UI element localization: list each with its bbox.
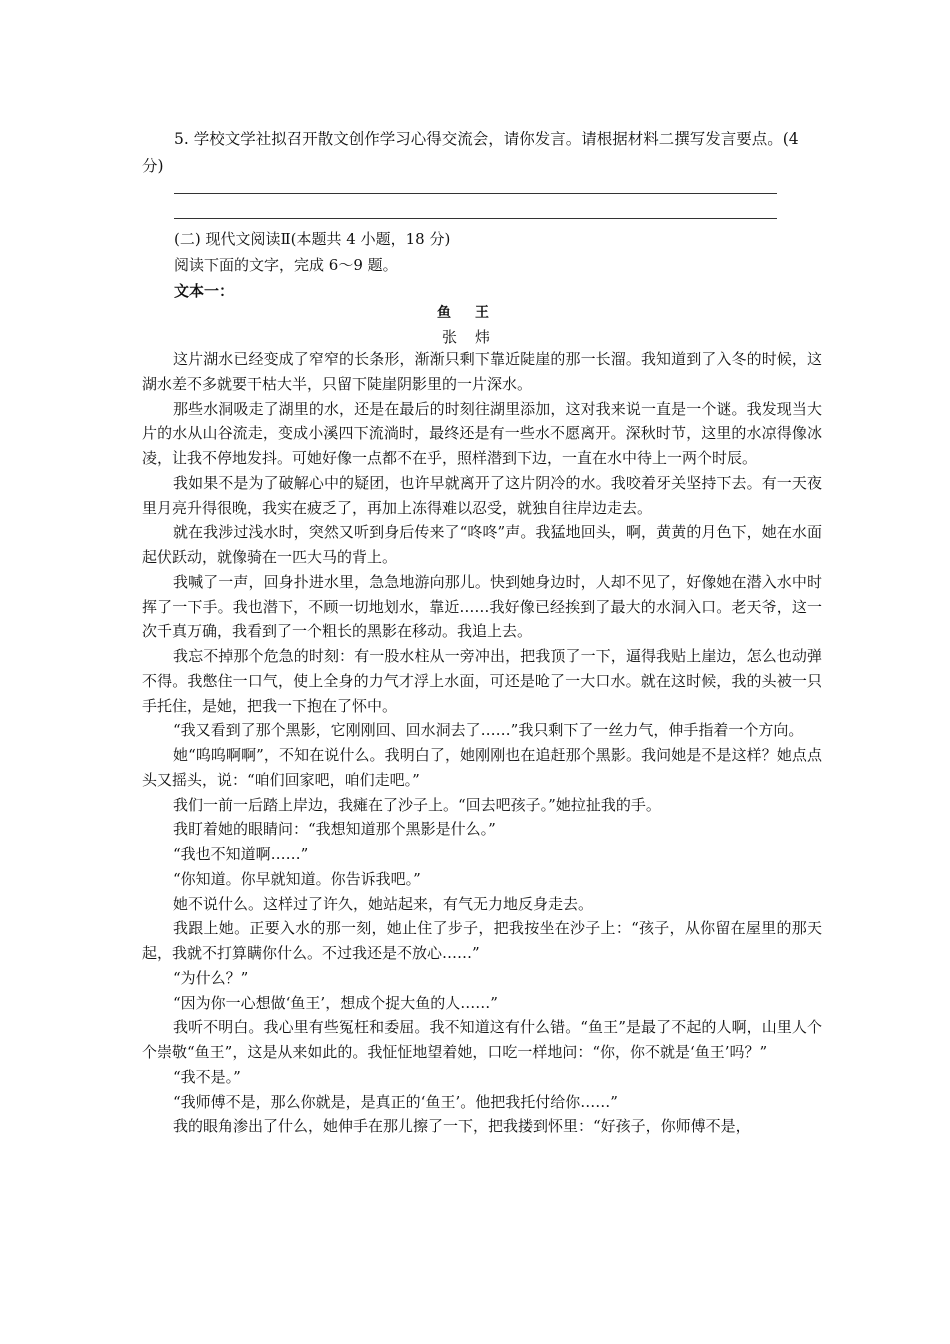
paragraph: 我跟上她。正要入水的那一刻，她止住了步子，把我按坐在沙子上：“孩子，从你留在屋里的那天起，我就不打算瞒你什么。不过我还是不放心……”	[142, 919, 822, 962]
paragraph: 我如果不是为了破解心中的疑团，也许早就离开了这片阴冷的水。我咬着牙关坚持下去。有一天夜里月亮升得很晚，我实在疲乏了，再加上冻得难以忍受，就独自往岸边走去。	[142, 473, 822, 517]
paragraph: “因为你一心想做‘鱼王’，想成个捉大鱼的人……”	[173, 993, 498, 1012]
paragraph: “我又看到了那个黑影，它刚刚回、回水洞去了……”我只剩下了一丝力气，伸手指着一个方向。	[173, 721, 804, 740]
paragraph: 我的眼角渗出了什么，她伸手在那儿擦了一下，把我搂到怀里：“好孩子，你师傅不是，	[173, 1117, 751, 1136]
paragraph: “为什么？”	[173, 968, 249, 987]
paragraph: 我听不明白。我心里有些冤枉和委屈。我不知道这有什么错。“鱼王”是最了不起的人啊，山里人个个崇敬“鱼王”，这是从来如此的。我怔怔地望着她，口吃一样地问：“你，你不就是‘鱼王’吗？”	[142, 1018, 822, 1061]
story-author: 张炜	[441, 328, 508, 346]
paragraph: “我不是。”	[173, 1067, 241, 1086]
question-5: 5. 学校文学社拟召开散文创作学习心得交流会，请你发言。请根据材料二撰写发言要点。(4 分)	[142, 130, 799, 175]
paragraph: 我们一前一后踏上岸边，我瘫在了沙子上。“回去吧孩子。”她拉扯我的手。	[173, 795, 661, 814]
paragraph: 我盯着她的眼睛问：“我想知道那个黑影是什么。”	[173, 820, 496, 839]
story-title: 鱼王	[437, 305, 513, 321]
reading-instruction: 阅读下面的文字，完成 6～9 题。	[174, 256, 398, 274]
paragraph: 这片湖水已经变成了窄窄的长条形，渐渐只剩下靠近陡崖的那一长溜。我知道到了入冬的时候，这湖水差不多就要干枯大半，只留下陡崖阴影里的一片深水。	[142, 350, 822, 393]
answer-line[interactable]	[174, 218, 777, 219]
paragraph: 她不说什么。这样过了许久，她站起来，有气无力地反身走去。	[173, 894, 594, 913]
paragraph: 那些水洞吸走了湖里的水，还是在最后的时刻往湖里添加，这对我来说一直是一个谜。我发现当大片的水从山谷流走，变成小溪四下流淌时，最终还是有一些水不愿离开。深秋时节，这里的水凉得像冰凌，让我不停地发抖。可她好像一点都不在乎，照样潜到下边，一直在水中待上一两个时辰。	[142, 399, 822, 467]
section-heading: (二) 现代文阅读Ⅱ(本题共 4 小题，18 分)	[174, 230, 451, 248]
paragraph: “我也不知道啊……”	[173, 845, 309, 863]
paragraph: 她“呜呜啊啊”，不知在说什么。我明白了，她刚刚也在追赶那个黑影。我问她是不是这样？她点点头又摇头，说：“咱们回家吧，咱们走吧。”	[142, 746, 822, 789]
text-label: 文本一：	[174, 282, 235, 300]
paragraph: “我师傅不是，那么你就是，是真正的‘鱼王’。他把我托付给你……”	[173, 1092, 618, 1111]
paragraph: 就在我涉过浅水时，突然又听到身后传来了“咚咚”声。我猛地回头，啊，黄黄的月色下，她在水面起伏跃动，就像骑在一匹大马的背上。	[142, 523, 822, 566]
paragraph: 我喊了一声，回身扑进水里，急急地游向那儿。快到她身边时，人却不见了，好像她在潜入水中时挥了一下手。我也潜下，不顾一切地划水，靠近……我好像已经挨到了最大的水洞入口。老天爷，这一次千真万确，我看到了一个粗长的黑影在移动。我追上去。	[142, 572, 822, 641]
paragraph: “你知道。你早就知道。你告诉我吧。”	[173, 869, 421, 888]
story-body	[142, 347, 822, 1139]
answer-line[interactable]	[174, 193, 777, 194]
paragraph: 我忘不掉那个危急的时刻：有一股水柱从一旁冲出，把我顶了一下，逼得我贴上崖边，怎么也动弹不得。我憋住一口气，使上全身的力气才浮上水面，可还是呛了一大口水。就在这时候，我的头被一只手托住，是她，把我一下抱在了怀中。	[142, 647, 822, 715]
